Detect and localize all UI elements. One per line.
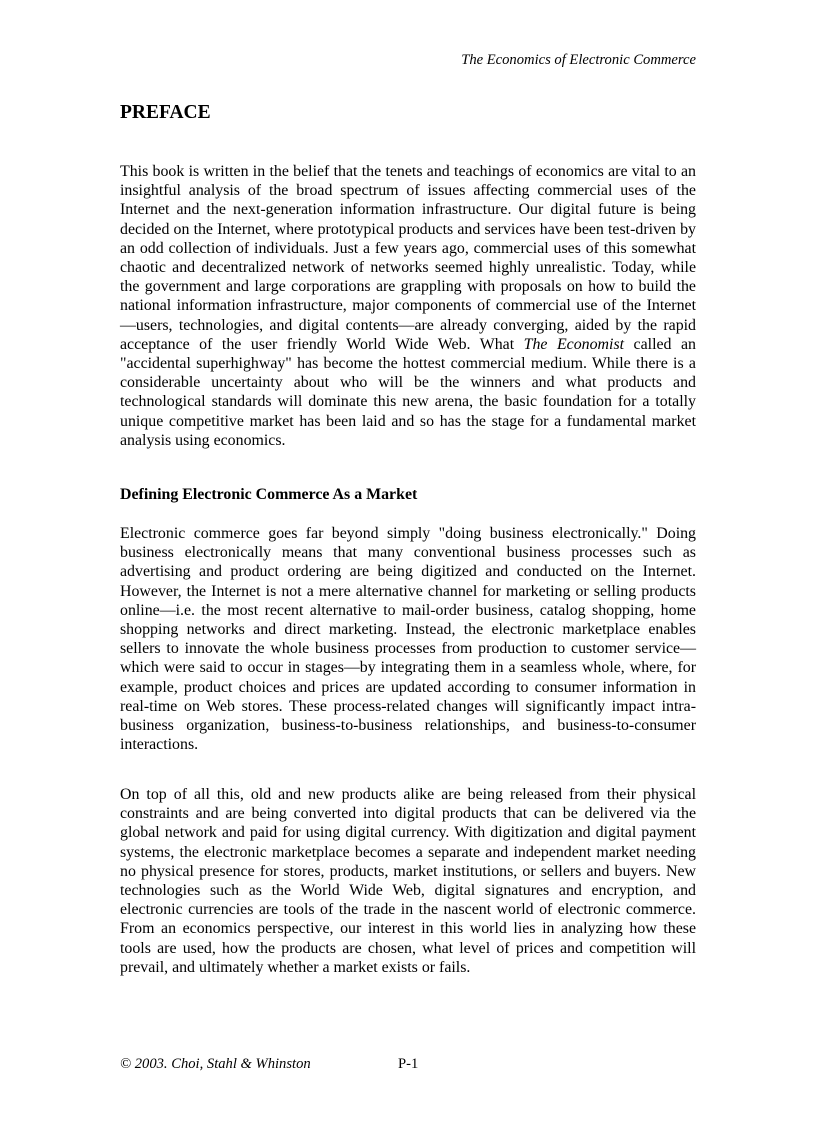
paragraph-electronic-commerce: Electronic commerce goes far beyond simply "doing business electronically." Doing business electronically means that many conventional business processes such as advertising and product ordering are being digitized and conducted on the Internet. However, the Internet is not a mere alternative channel for marketing or selling products online—i.e. the most recent alternative to mail-order business, catalog shopping, home shopping networks and direct marketing. Instead, the electronic marketplace enables sellers to innovate the whole business processes from production to customer service—which were said to occur in stages—by integrating them in a seamless whole, where, for example, product choices and prices are updated according to consumer information in real-time on Web stores. These process-related changes will significantly impact intra-business organization, business-to-business relationships, and business-to-consumer interactions. [120, 525, 696, 754]
paragraph-intro [120, 162, 696, 450]
footer-copyright: © 2003. Choi, Stahl & Whinston [120, 1056, 311, 1072]
paragraph-digital-products: On top of all this, old and new products alike are being released from their physical constraints and are being converted into digital products that can be delivered via the global network and paid for using digital currency. With digitization and digital payment systems, the electronic marketplace becomes a separate and independent market needing no physical presence for stores, products, market institutions, or sellers and buyers. New technologies such as the World Wide Web, digital signatures and encryption, and electronic currencies are tools of the trade in the nascent world of electronic commerce. From an economics perspective, our interest in this world lies in analyzing how these tools are used, how the products are chosen, what level of prices and competition will prevail, and ultimately whether a market exists or fails. [120, 786, 696, 976]
paragraph-intro-text-1: This book is written in the belief that the tenets and teachings of economics are vital to an insightful analysis of the broad spectrum of issues affecting commercial uses of the Internet and the next-generation information infrastructure. Our digital future is being decided on the Internet, where prototypical products and services have been test-driven by an odd collection of individuals. Just a few years ago, commercial uses of this somewhat chaotic and decentralized network of networks seemed highly unrealistic. Today, while the government and large corporations are grappling with proposals on how to build the national information infrastructure, major components of commercial use of the Internet—users, technologies, and digital contents—are already converging, aided by the rapid acceptance of the user friendly World Wide Web. What [120, 163, 696, 353]
running-header-title: The Economics of Electronic Commerce [461, 52, 696, 68]
footer-page-number: P-1 [398, 1056, 419, 1072]
section-heading: Defining Electronic Commerce As a Market [120, 486, 418, 503]
paragraph-intro-text-2: called an "accidental superhighway" has become the hottest commercial medium. While there is a considerable uncertainty about who will be the winners and what products and technological standards will dominate this new arena, the basic foundation for a totally unique competitive market has been laid and so has the stage for a fundamental market analysis using economics. [120, 335, 696, 449]
page-title: PREFACE [120, 102, 211, 123]
publication-title-italic: The Economist [523, 335, 625, 353]
